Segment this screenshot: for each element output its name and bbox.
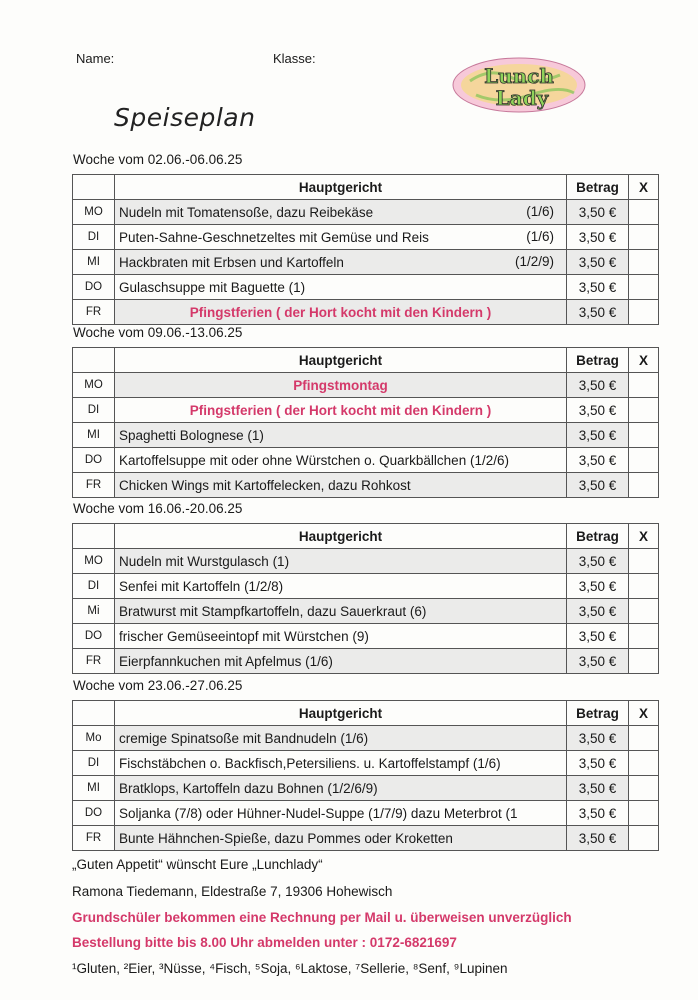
menu-row xyxy=(73,448,659,473)
dish-cell xyxy=(115,574,567,599)
day-cell: MI xyxy=(73,776,115,801)
day-cell: FR xyxy=(73,649,115,674)
menu-row xyxy=(73,649,659,674)
price-header: Betrag xyxy=(567,524,629,549)
logo-text-2: Lady xyxy=(495,86,549,110)
order-checkbox-cell[interactable] xyxy=(629,300,659,325)
day-cell: DO xyxy=(73,801,115,826)
invoice-notice: Grundschüler bekommen eine Rechnung per Mail u. überweisen unverzüglich xyxy=(72,910,572,925)
day-cell: DI xyxy=(73,751,115,776)
dish-cell xyxy=(115,423,567,448)
order-checkbox-cell[interactable] xyxy=(629,574,659,599)
dish-text: Fischstäbchen o. Backfisch,Petersiliens. u. Kartoffelstampf (1/6) xyxy=(119,755,501,771)
dish-cell xyxy=(115,473,567,498)
menu-row xyxy=(73,801,659,826)
week-label: Woche vom 02.06.-06.06.25 xyxy=(73,152,243,167)
allergen-legend: ¹Gluten, ²Eier, ³Nüsse, ⁴Fisch, ⁵Soja, ⁶Laktose, ⁷Sellerie, ⁸Senf, ⁹Lupinen xyxy=(72,961,508,976)
price-cell: 3,50 € xyxy=(567,300,629,325)
price-cell: 3,50 € xyxy=(567,448,629,473)
dish-text: Senfei mit Kartoffeln (1/2/8) xyxy=(119,578,284,594)
price-cell: 3,50 € xyxy=(567,751,629,776)
table-header-row xyxy=(73,175,659,200)
main-dish-header: Hauptgericht xyxy=(115,175,567,200)
day-cell: MI xyxy=(73,250,115,275)
menu-row xyxy=(73,398,659,423)
dish-cell xyxy=(115,649,567,674)
main-dish-header: Hauptgericht xyxy=(115,701,567,726)
dish-text: Bratklops, Kartoffeln dazu Bohnen (1/2/6/9) xyxy=(119,780,378,796)
order-checkbox-cell[interactable] xyxy=(629,373,659,398)
menu-table xyxy=(72,174,659,325)
order-checkbox-cell[interactable] xyxy=(629,776,659,801)
dish-cell xyxy=(115,826,567,851)
address-text: Ramona Tiedemann, Eldestraße 7, 19306 Hohewisch xyxy=(72,884,393,899)
dish-text: cremige Spinatsoße mit Bandnudeln (1/6) xyxy=(119,730,369,746)
select-header: X xyxy=(629,701,659,726)
day-cell: FR xyxy=(73,826,115,851)
dish-text: Kartoffelsuppe mit oder ohne Würstchen o. Quarkbällchen (1/2/6) xyxy=(119,452,509,468)
menu-table xyxy=(72,700,659,851)
dish-text: Chicken Wings mit Kartoffelecken, dazu Rohkost xyxy=(119,477,411,493)
day-cell: FR xyxy=(73,473,115,498)
price-cell: 3,50 € xyxy=(567,225,629,250)
price-cell: 3,50 € xyxy=(567,776,629,801)
day-cell: MO xyxy=(73,200,115,225)
menu-row xyxy=(73,200,659,225)
dish-text: Nudeln mit Wurstgulasch (1) xyxy=(119,553,290,569)
price-cell: 3,50 € xyxy=(567,801,629,826)
menu-row xyxy=(73,373,659,398)
price-cell: 3,50 € xyxy=(567,373,629,398)
day-header xyxy=(73,701,115,726)
price-cell: 3,50 € xyxy=(567,398,629,423)
dish-text: Pfingstmontag xyxy=(293,377,388,393)
menu-row xyxy=(73,726,659,751)
week-label: Woche vom 16.06.-20.06.25 xyxy=(73,501,243,516)
day-cell: FR xyxy=(73,300,115,325)
menu-table xyxy=(72,347,659,498)
menu-row xyxy=(73,549,659,574)
dish-cell xyxy=(115,624,567,649)
price-cell: 3,50 € xyxy=(567,473,629,498)
price-header: Betrag xyxy=(567,175,629,200)
order-checkbox-cell[interactable] xyxy=(629,599,659,624)
order-checkbox-cell[interactable] xyxy=(629,423,659,448)
dish-text: Puten-Sahne-Geschnetzeltes mit Gemüse und Reis xyxy=(119,229,429,245)
table-header-row xyxy=(73,348,659,373)
price-cell: 3,50 € xyxy=(567,649,629,674)
dish-text: Bratwurst mit Stampfkartoffeln, dazu Sauerkraut (6) xyxy=(119,603,427,619)
day-cell: Mi xyxy=(73,599,115,624)
dish-cell xyxy=(115,200,567,225)
order-checkbox-cell[interactable] xyxy=(629,826,659,851)
price-cell: 3,50 € xyxy=(567,726,629,751)
day-cell: DI xyxy=(73,398,115,423)
dish-cell xyxy=(115,726,567,751)
week-label: Woche vom 09.06.-13.06.25 xyxy=(73,325,243,340)
dish-text: Pfingstferien ( der Hort kocht mit den Kindern ) xyxy=(189,304,492,320)
order-checkbox-cell[interactable] xyxy=(629,549,659,574)
menu-row xyxy=(73,624,659,649)
menu-row xyxy=(73,300,659,325)
order-checkbox-cell[interactable] xyxy=(629,398,659,423)
menu-row xyxy=(73,473,659,498)
dish-cell xyxy=(115,398,567,423)
page-title: Speiseplan xyxy=(114,103,256,132)
table-header-row xyxy=(73,524,659,549)
order-checkbox-cell[interactable] xyxy=(629,624,659,649)
dish-cell xyxy=(115,373,567,398)
menu-row xyxy=(73,275,659,300)
select-header: X xyxy=(629,175,659,200)
allergen-code: (1/6) xyxy=(526,204,554,219)
dish-cell xyxy=(115,225,567,250)
day-cell: MI xyxy=(73,423,115,448)
main-dish-header: Hauptgericht xyxy=(115,524,567,549)
order-checkbox-cell[interactable] xyxy=(629,275,659,300)
dish-cell xyxy=(115,250,567,275)
dish-cell xyxy=(115,599,567,624)
day-header xyxy=(73,175,115,200)
order-checkbox-cell[interactable] xyxy=(629,649,659,674)
logo-text-1: Lunch xyxy=(484,64,554,88)
price-cell: 3,50 € xyxy=(567,574,629,599)
dish-cell xyxy=(115,751,567,776)
class-label: Klasse: xyxy=(273,51,316,66)
main-dish-header: Hauptgericht xyxy=(115,348,567,373)
greeting-text: „Guten Appetit“ wünscht Eure „Lunchlady“ xyxy=(72,857,323,872)
day-header xyxy=(73,348,115,373)
menu-row xyxy=(73,751,659,776)
price-cell: 3,50 € xyxy=(567,200,629,225)
price-cell: 3,50 € xyxy=(567,250,629,275)
order-notice: Bestellung bitte bis 8.00 Uhr abmelden unter : 0172-6821697 xyxy=(72,935,457,950)
day-cell: MO xyxy=(73,373,115,398)
select-header: X xyxy=(629,524,659,549)
day-cell: MO xyxy=(73,549,115,574)
order-checkbox-cell[interactable] xyxy=(629,200,659,225)
menu-row xyxy=(73,423,659,448)
menu-row xyxy=(73,250,659,275)
price-cell: 3,50 € xyxy=(567,599,629,624)
dish-text: Soljanka (7/8) oder Hühner-Nudel-Suppe (1/7/9) dazu Meterbrot (1 xyxy=(119,805,518,821)
day-cell: DO xyxy=(73,448,115,473)
menu-row xyxy=(73,776,659,801)
day-cell: DI xyxy=(73,225,115,250)
name-label: Name: xyxy=(76,51,115,66)
day-cell: DO xyxy=(73,275,115,300)
day-cell: Mo xyxy=(73,726,115,751)
price-cell: 3,50 € xyxy=(567,423,629,448)
price-header: Betrag xyxy=(567,701,629,726)
dish-text: frischer Gemüseeintopf mit Würstchen (9) xyxy=(119,628,369,644)
allergen-code: (1/2/9) xyxy=(514,254,554,269)
order-checkbox-cell[interactable] xyxy=(629,473,659,498)
order-checkbox-cell[interactable] xyxy=(629,751,659,776)
dish-cell xyxy=(115,275,567,300)
day-cell: DO xyxy=(73,624,115,649)
dish-cell xyxy=(115,300,567,325)
order-checkbox-cell[interactable] xyxy=(629,250,659,275)
price-header: Betrag xyxy=(567,348,629,373)
price-cell: 3,50 € xyxy=(567,549,629,574)
dish-text: Spaghetti Bolognese (1) xyxy=(119,427,264,443)
dish-text: Gulaschsuppe mit Baguette (1) xyxy=(119,279,306,295)
dish-text: Nudeln mit Tomatensoße, dazu Reibekäse xyxy=(119,204,374,220)
dish-cell xyxy=(115,776,567,801)
menu-row xyxy=(73,574,659,599)
day-header xyxy=(73,524,115,549)
order-checkbox-cell[interactable] xyxy=(629,801,659,826)
week-label: Woche vom 23.06.-27.06.25 xyxy=(73,678,243,693)
price-cell: 3,50 € xyxy=(567,826,629,851)
dish-text: Eierpfannkuchen mit Apfelmus (1/6) xyxy=(119,653,333,669)
day-cell: DI xyxy=(73,574,115,599)
price-cell: 3,50 € xyxy=(567,624,629,649)
dish-text: Bunte Hähnchen-Spieße, dazu Pommes oder Kroketten xyxy=(119,830,453,846)
dish-text: Pfingstferien ( der Hort kocht mit den Kindern ) xyxy=(189,402,492,418)
menu-row xyxy=(73,826,659,851)
price-cell: 3,50 € xyxy=(567,275,629,300)
dish-cell xyxy=(115,801,567,826)
order-checkbox-cell[interactable] xyxy=(629,225,659,250)
menu-row xyxy=(73,599,659,624)
select-header: X xyxy=(629,348,659,373)
dish-cell xyxy=(115,448,567,473)
allergen-code: (1/6) xyxy=(526,229,554,244)
table-header-row xyxy=(73,701,659,726)
dish-cell xyxy=(115,549,567,574)
dish-text: Hackbraten mit Erbsen und Kartoffeln xyxy=(119,254,344,270)
order-checkbox-cell[interactable] xyxy=(629,448,659,473)
order-checkbox-cell[interactable] xyxy=(629,726,659,751)
menu-row xyxy=(73,225,659,250)
lunch-lady-logo xyxy=(450,55,588,115)
menu-table xyxy=(72,523,659,674)
